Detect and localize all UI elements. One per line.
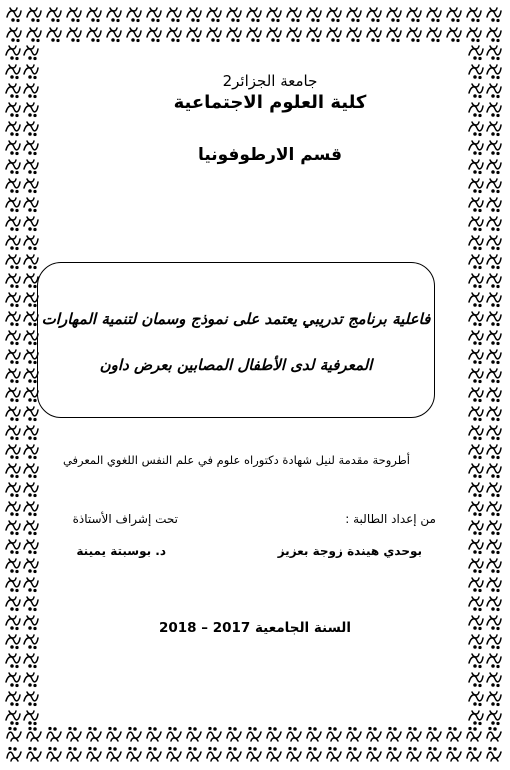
border-ornament xyxy=(487,331,501,344)
border-ornament xyxy=(6,122,20,135)
border-ornament xyxy=(447,728,461,741)
border-ornament xyxy=(27,28,41,41)
border-ornament xyxy=(487,728,501,741)
border-ornament xyxy=(469,692,483,705)
border-ornament xyxy=(67,8,81,21)
border-ornament xyxy=(107,728,121,741)
border-ornament xyxy=(267,8,281,21)
border-ornament xyxy=(469,521,483,534)
border-ornament xyxy=(467,748,481,761)
border-ornament xyxy=(467,8,481,21)
border-ornament xyxy=(24,711,38,724)
border-ornament xyxy=(447,28,461,41)
border-ornament xyxy=(469,445,483,458)
border-ornament xyxy=(24,141,38,154)
border-ornament xyxy=(487,540,501,553)
border-ornament xyxy=(307,8,321,21)
border-ornament xyxy=(24,692,38,705)
border-ornament xyxy=(307,728,321,741)
border-ornament xyxy=(207,8,221,21)
border-ornament xyxy=(6,350,20,363)
border-ornament xyxy=(487,84,501,97)
border-ornament xyxy=(67,28,81,41)
border-ornament xyxy=(24,540,38,553)
border-ornament xyxy=(469,293,483,306)
border-ornament xyxy=(487,711,501,724)
border-ornament xyxy=(87,8,101,21)
border-ornament xyxy=(24,350,38,363)
border-ornament xyxy=(469,578,483,591)
border-ornament xyxy=(469,426,483,439)
border-ornament xyxy=(487,445,501,458)
border-ornament xyxy=(469,388,483,401)
border-ornament xyxy=(6,692,20,705)
border-ornament xyxy=(6,46,20,59)
border-ornament xyxy=(487,236,501,249)
border-ornament xyxy=(6,407,20,420)
border-ornament xyxy=(287,28,301,41)
border-ornament xyxy=(207,28,221,41)
border-ornament xyxy=(469,179,483,192)
border-ornament xyxy=(6,236,20,249)
border-ornament xyxy=(6,65,20,78)
border-ornament xyxy=(147,728,161,741)
border-ornament xyxy=(6,445,20,458)
border-ornament xyxy=(47,8,61,21)
border-ornament xyxy=(6,654,20,667)
border-ornament xyxy=(187,8,201,21)
border-ornament xyxy=(24,559,38,572)
border-ornament xyxy=(469,217,483,230)
border-ornament xyxy=(24,122,38,135)
border-ornament xyxy=(327,748,341,761)
border-ornament xyxy=(327,728,341,741)
university-name: جامعة الجزائر2 xyxy=(222,72,318,90)
border-ornament xyxy=(6,388,20,401)
border-ornament xyxy=(6,502,20,515)
border-ornament xyxy=(367,748,381,761)
border-ornament xyxy=(24,388,38,401)
border-ornament xyxy=(487,8,501,21)
border-ornament xyxy=(469,274,483,287)
border-ornament xyxy=(24,255,38,268)
border-ornament xyxy=(24,464,38,477)
border-ornament xyxy=(469,483,483,496)
border-ornament xyxy=(227,728,241,741)
border-ornament xyxy=(469,255,483,268)
border-ornament xyxy=(6,426,20,439)
border-ornament xyxy=(469,616,483,629)
supervision-label: تحت إشراف الأستاذة xyxy=(72,512,178,526)
border-ornament xyxy=(407,8,421,21)
border-ornament xyxy=(147,28,161,41)
border-ornament xyxy=(6,635,20,648)
border-ornament xyxy=(487,28,501,41)
border-ornament xyxy=(487,578,501,591)
border-ornament xyxy=(487,46,501,59)
border-ornament xyxy=(469,46,483,59)
border-ornament xyxy=(24,616,38,629)
border-ornament xyxy=(487,635,501,648)
border-ornament xyxy=(67,748,81,761)
border-ornament xyxy=(47,728,61,741)
border-ornament xyxy=(469,369,483,382)
border-ornament xyxy=(427,728,441,741)
thesis-title-line-1: فاعلية برنامج تدريبي يعتمد على نموذج وسمان لتنمية المهارات xyxy=(41,310,431,328)
border-ornament xyxy=(6,597,20,610)
border-ornament xyxy=(6,179,20,192)
border-ornament xyxy=(24,179,38,192)
border-ornament xyxy=(307,28,321,41)
border-ornament xyxy=(469,122,483,135)
border-ornament xyxy=(6,198,20,211)
border-ornament xyxy=(469,65,483,78)
academic-year: السنة الجامعية 2017 – 2018 xyxy=(158,620,351,636)
border-ornament xyxy=(427,8,441,21)
border-ornament xyxy=(127,8,141,21)
border-ornament xyxy=(6,578,20,591)
border-ornament xyxy=(469,236,483,249)
border-ornament xyxy=(24,521,38,534)
border-ornament xyxy=(47,748,61,761)
border-ornament xyxy=(227,748,241,761)
border-ornament xyxy=(24,578,38,591)
border-ornament xyxy=(6,312,20,325)
border-ornament xyxy=(367,28,381,41)
border-ornament xyxy=(24,483,38,496)
border-ornament xyxy=(287,748,301,761)
border-ornament xyxy=(469,711,483,724)
border-ornament xyxy=(487,293,501,306)
border-ornament xyxy=(24,407,38,420)
border-ornament xyxy=(467,728,481,741)
border-ornament xyxy=(167,8,181,21)
border-ornament xyxy=(469,84,483,97)
border-ornament xyxy=(6,274,20,287)
border-ornament xyxy=(6,217,20,230)
border-ornament xyxy=(6,616,20,629)
border-ornament xyxy=(247,8,261,21)
border-ornament xyxy=(24,217,38,230)
border-ornament xyxy=(24,502,38,515)
border-ornament xyxy=(487,369,501,382)
border-ornament xyxy=(127,728,141,741)
supervisor-name: د. بوسبتة يمينة xyxy=(76,544,166,558)
border-ornament xyxy=(267,748,281,761)
border-ornament xyxy=(24,635,38,648)
border-ornament xyxy=(6,673,20,686)
border-ornament xyxy=(487,597,501,610)
border-ornament xyxy=(47,28,61,41)
border-ornament xyxy=(407,28,421,41)
border-ornament xyxy=(407,728,421,741)
border-ornament xyxy=(24,597,38,610)
border-ornament xyxy=(7,8,21,21)
border-ornament xyxy=(467,28,481,41)
border-ornament xyxy=(287,8,301,21)
border-ornament xyxy=(107,8,121,21)
border-ornament xyxy=(469,160,483,173)
border-ornament xyxy=(487,103,501,116)
border-ornament xyxy=(447,748,461,761)
thesis-statement: أطروحة مقدمة لنيل شهادة دكتوراه علوم في علم النفس اللغوي المعرفي xyxy=(62,453,410,467)
border-ornament xyxy=(487,179,501,192)
border-ornament xyxy=(469,331,483,344)
border-ornament xyxy=(487,160,501,173)
border-ornament xyxy=(469,198,483,211)
student-name: بوحدي هيندة زوجة بعزيز xyxy=(277,544,422,558)
border-ornament xyxy=(67,728,81,741)
border-ornament xyxy=(487,616,501,629)
border-ornament xyxy=(24,103,38,116)
border-ornament xyxy=(387,748,401,761)
border-ornament xyxy=(167,748,181,761)
border-ornament xyxy=(7,28,21,41)
border-ornament xyxy=(469,141,483,154)
department-name: قسم الارطوفونيا xyxy=(197,145,343,165)
border-ornament xyxy=(24,198,38,211)
border-ornament xyxy=(487,483,501,496)
border-ornament xyxy=(27,748,41,761)
border-ornament xyxy=(27,728,41,741)
border-ornament xyxy=(247,748,261,761)
border-ornament xyxy=(24,84,38,97)
border-ornament xyxy=(487,122,501,135)
border-ornament xyxy=(487,692,501,705)
border-ornament xyxy=(387,28,401,41)
border-ornament xyxy=(147,8,161,21)
border-ornament xyxy=(6,103,20,116)
border-ornament xyxy=(469,350,483,363)
border-ornament xyxy=(307,748,321,761)
border-ornament xyxy=(347,748,361,761)
border-ornament xyxy=(247,728,261,741)
border-ornament xyxy=(24,46,38,59)
border-ornament xyxy=(427,28,441,41)
border-ornament xyxy=(487,217,501,230)
border-ornament xyxy=(24,65,38,78)
border-ornament xyxy=(487,502,501,515)
border-ornament xyxy=(167,28,181,41)
border-ornament xyxy=(6,255,20,268)
border-ornament xyxy=(487,673,501,686)
border-ornament xyxy=(6,141,20,154)
border-ornament xyxy=(24,236,38,249)
border-ornament xyxy=(469,407,483,420)
border-ornament xyxy=(24,673,38,686)
border-ornament xyxy=(27,8,41,21)
border-ornament xyxy=(207,748,221,761)
border-ornament xyxy=(487,654,501,667)
border-ornament xyxy=(387,728,401,741)
border-ornament xyxy=(6,540,20,553)
border-ornament xyxy=(6,160,20,173)
border-ornament xyxy=(87,28,101,41)
border-ornament xyxy=(107,748,121,761)
border-ornament xyxy=(107,28,121,41)
border-ornament xyxy=(469,597,483,610)
border-ornament xyxy=(487,748,501,761)
border-ornament xyxy=(187,28,201,41)
border-ornament xyxy=(487,255,501,268)
border-ornament xyxy=(6,483,20,496)
border-ornament xyxy=(469,654,483,667)
border-ornament xyxy=(24,426,38,439)
border-ornament xyxy=(469,673,483,686)
border-ornament xyxy=(24,331,38,344)
border-ornament xyxy=(487,274,501,287)
border-ornament xyxy=(127,748,141,761)
border-ornament xyxy=(367,728,381,741)
border-ornament xyxy=(227,8,241,21)
prepared-by-label: من إعداد الطالبة : xyxy=(345,512,436,526)
border-ornament xyxy=(469,635,483,648)
border-ornament xyxy=(6,293,20,306)
border-ornament xyxy=(6,84,20,97)
border-ornament xyxy=(147,748,161,761)
border-ornament xyxy=(24,312,38,325)
border-ornament xyxy=(24,369,38,382)
border-ornament xyxy=(487,65,501,78)
border-ornament xyxy=(267,28,281,41)
border-ornament xyxy=(187,748,201,761)
border-ornament xyxy=(487,559,501,572)
border-ornament xyxy=(487,350,501,363)
border-ornament xyxy=(6,369,20,382)
border-ornament xyxy=(487,198,501,211)
border-ornament xyxy=(6,521,20,534)
border-ornament xyxy=(24,160,38,173)
border-ornament xyxy=(6,711,20,724)
border-ornament xyxy=(469,559,483,572)
border-ornament xyxy=(487,407,501,420)
border-ornament xyxy=(227,28,241,41)
border-ornament xyxy=(487,312,501,325)
border-ornament xyxy=(327,8,341,21)
border-ornament xyxy=(87,748,101,761)
border-ornament xyxy=(469,502,483,515)
border-ornament xyxy=(347,8,361,21)
border-ornament xyxy=(6,559,20,572)
border-ornament xyxy=(447,8,461,21)
border-ornament xyxy=(7,748,21,761)
border-ornament xyxy=(347,728,361,741)
border-ornament xyxy=(287,728,301,741)
border-ornament xyxy=(469,540,483,553)
border-ornament xyxy=(469,312,483,325)
border-ornament xyxy=(469,103,483,116)
border-ornament xyxy=(6,331,20,344)
border-ornament xyxy=(267,728,281,741)
border-ornament xyxy=(487,141,501,154)
border-ornament xyxy=(167,728,181,741)
border-ornament xyxy=(187,728,201,741)
border-ornament xyxy=(487,464,501,477)
border-ornament xyxy=(367,8,381,21)
border-ornament xyxy=(387,8,401,21)
border-ornament xyxy=(127,28,141,41)
faculty-name: كلية العلوم الاجتماعية xyxy=(173,92,367,113)
border-ornament xyxy=(487,426,501,439)
border-ornament xyxy=(7,728,21,741)
border-ornament xyxy=(24,445,38,458)
border-ornament xyxy=(427,748,441,761)
border-ornament xyxy=(87,728,101,741)
border-ornament xyxy=(24,654,38,667)
border-ornament xyxy=(6,464,20,477)
border-ornament xyxy=(487,521,501,534)
border-ornament xyxy=(407,748,421,761)
border-ornament xyxy=(487,388,501,401)
border-ornament xyxy=(469,464,483,477)
border-ornament xyxy=(24,293,38,306)
border-ornament xyxy=(347,28,361,41)
border-ornament xyxy=(327,28,341,41)
title-box xyxy=(37,262,435,418)
border-ornament xyxy=(247,28,261,41)
border-ornament xyxy=(207,728,221,741)
thesis-title-line-2: المعرفية لدى الأطفال المصابين بعرض داون xyxy=(99,356,373,374)
border-ornament xyxy=(24,274,38,287)
